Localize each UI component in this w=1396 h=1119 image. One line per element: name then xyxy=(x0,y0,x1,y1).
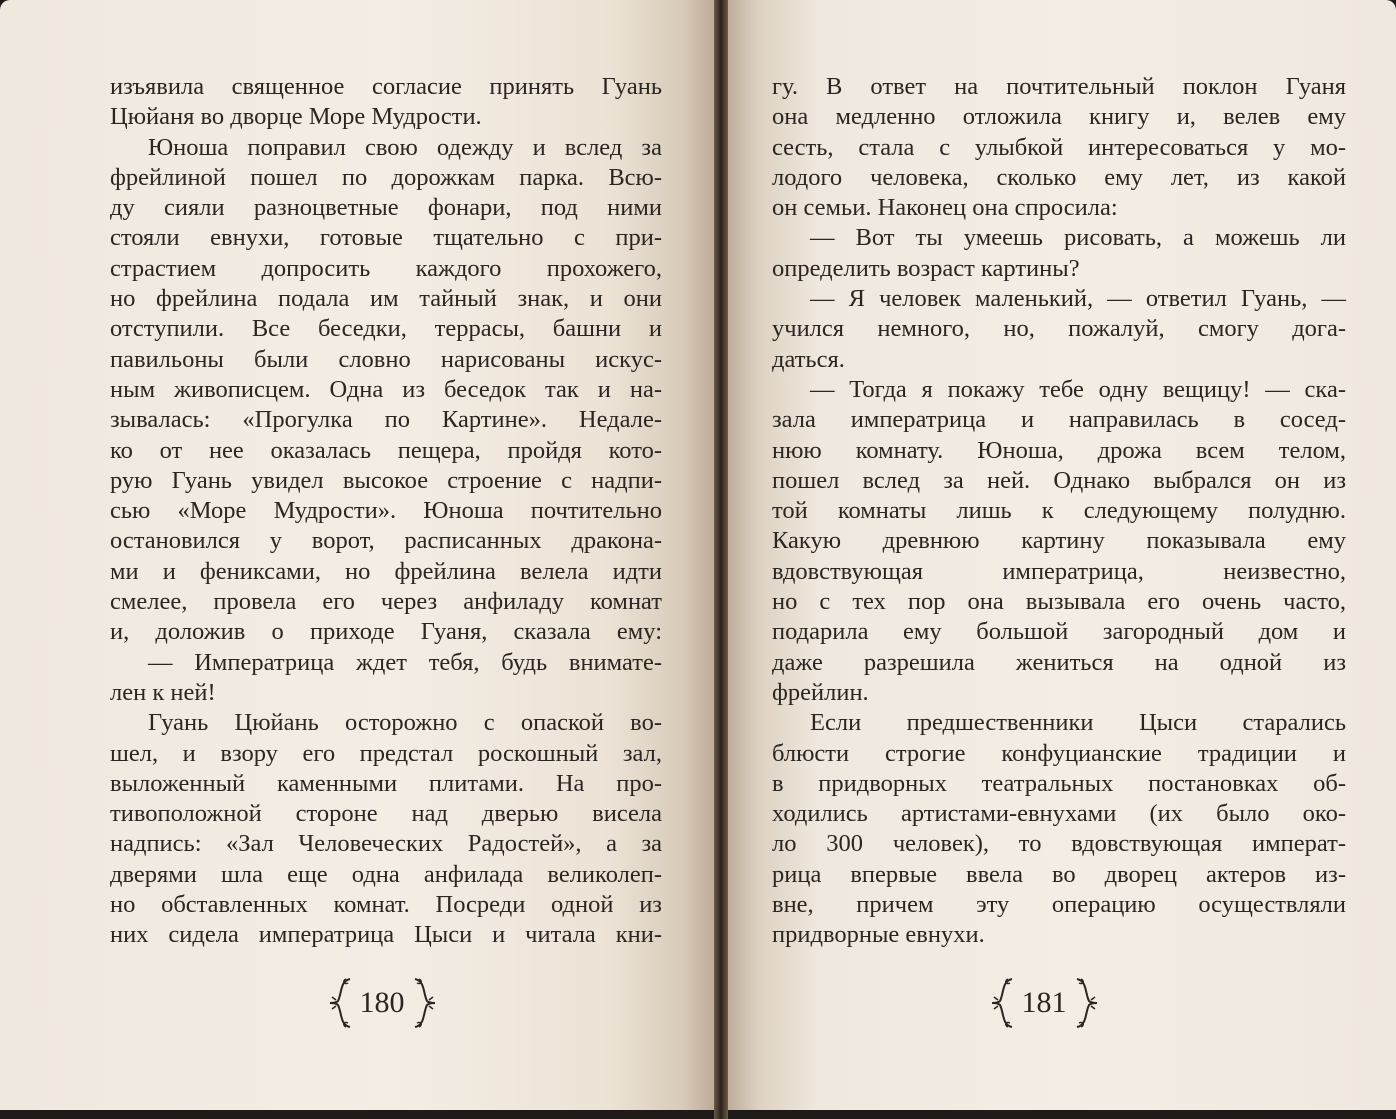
text-line: Если предшественники Цыси старались xyxy=(810,709,1346,737)
text-line: тивоположной стороне над дверью висела xyxy=(110,800,662,828)
text-line: она медленно отложила книгу и, велев ему xyxy=(772,103,1346,131)
text-line: ным живописцем. Одна из беседок так и на- xyxy=(110,375,662,403)
text-line: подарила ему большой загородный дом и xyxy=(772,618,1346,646)
text-line: даже разрешила жениться на одной из xyxy=(772,648,1346,676)
bracket-ornament-left-icon xyxy=(990,973,1016,1033)
text-line: гу. В ответ на почтительный поклон Гуаня xyxy=(772,73,1346,100)
bracket-ornament-right-icon xyxy=(411,973,437,1033)
text-line: в придворных театральных постановках об- xyxy=(772,769,1346,797)
text-line: лодого человека, сколько ему лет, из какой xyxy=(772,163,1346,191)
text-line: надпись: «Зал Человеческих Радостей», а за xyxy=(110,830,662,858)
text-line: смелее, провела его через анфиладу комнат xyxy=(110,588,662,616)
text-line: дверями шла еще одна анфилада великолеп- xyxy=(110,860,662,888)
text-line: страстием допросить каждого прохожего, xyxy=(110,254,662,282)
text-line: сесть, стала с улыбкой интересоваться у мо- xyxy=(772,133,1346,161)
text-line: шел, и взору его предстал роскошный зал, xyxy=(110,739,662,767)
text-line: — Императрица ждет тебя, будь внимате- xyxy=(148,648,662,676)
text-line: выложенный каменными плитами. На про- xyxy=(110,769,662,797)
text-line: вдовствующая императрица, неизвестно, xyxy=(772,557,1346,585)
left-page-text xyxy=(110,72,662,951)
text-line: фрейлин. xyxy=(772,678,869,706)
text-line: стояли евнухи, готовые тщательно с при- xyxy=(110,224,662,252)
right-page-text xyxy=(772,72,1346,951)
text-line: но с тех пор она вызывала его очень часто, xyxy=(772,588,1346,616)
text-line: но обставленных комнат. Посреди одной из xyxy=(110,891,662,919)
text-line: зывалась: «Прогулка по Картине». Недале- xyxy=(110,406,662,434)
text-line: даться. xyxy=(772,345,845,373)
text-line: фрейлиной пошел по дорожкам парка. Всю- xyxy=(110,163,662,191)
text-line: ко от нее оказалась пещера, пройдя кото- xyxy=(110,436,662,464)
text-line: — Тогда я покажу тебе одну вещицу! — ска- xyxy=(810,375,1346,403)
text-line: зала императрица и направилась в сосед- xyxy=(772,406,1346,434)
text-line: — Я человек маленький, — ответил Гуань, — xyxy=(810,285,1346,313)
page-number: 181 xyxy=(1021,986,1067,1019)
text-line: придворные евнухи. xyxy=(772,921,985,949)
text-line: ми и фениксами, но фрейлина велела идти xyxy=(110,557,662,585)
text-line: нюю комнату. Юноша, дрожа всем телом, xyxy=(772,436,1346,464)
text-line: лен к ней! xyxy=(110,678,216,706)
page-number-left xyxy=(302,968,462,1038)
page-number: 180 xyxy=(359,986,405,1019)
text-line: и, доложив о приходе Гуаня, сказала ему: xyxy=(110,618,662,646)
text-line: ду сияли разноцветные фонари, под ними xyxy=(110,194,662,222)
text-line: Какую древнюю картину показывала ему xyxy=(772,527,1346,555)
text-line: рую Гуань увидел высокое строение с надпи- xyxy=(110,466,662,494)
text-line: определить возраст картины? xyxy=(772,254,1080,282)
text-line: учился немного, но, пожалуй, смогу дога- xyxy=(772,315,1346,343)
text-line: остановился у ворот, расписанных дракона- xyxy=(110,527,662,555)
right-page xyxy=(724,0,1396,1110)
text-line: ходились артистами-евнухами (их было око- xyxy=(772,800,1346,828)
text-line: Цюйаня во дворце Море Мудрости. xyxy=(110,103,482,131)
text-line: павильоны были словно нарисованы искус- xyxy=(110,345,662,373)
text-line: — Вот ты умеешь рисовать, а можешь ли xyxy=(810,224,1346,252)
text-line: отступили. Все беседки, террасы, башни и xyxy=(110,315,662,343)
text-line: той комнаты лишь к следующему полудню. xyxy=(772,497,1346,525)
text-line: он семьи. Наконец она спросила: xyxy=(772,194,1118,222)
text-line: рица впервые ввела во дворец актеров из- xyxy=(772,860,1346,888)
text-line: Юноша поправил свою одежду и вслед за xyxy=(148,133,662,161)
text-line: вне, причем эту операцию осуществляли xyxy=(772,891,1346,919)
page-number-right xyxy=(964,968,1124,1038)
text-line: сью «Море Мудрости». Юноша почтительно xyxy=(110,497,662,525)
bracket-ornament-left-icon xyxy=(328,973,354,1033)
text-line: ло 300 человек), то вдовствующая императ- xyxy=(772,830,1346,858)
book-spine xyxy=(714,0,728,1119)
text-line: них сидела императрица Цыси и читала кни- xyxy=(110,921,662,949)
text-line: блюсти строгие конфуцианские традиции и xyxy=(772,739,1346,767)
text-line: изъявила священное согласие принять Гуань xyxy=(110,73,662,100)
text-line: пошел вслед за ней. Однако выбрался он из xyxy=(772,466,1346,494)
text-line: Гуань Цюйань осторожно с опаской во- xyxy=(148,709,662,737)
text-line: но фрейлина подала им тайный знак, и они xyxy=(110,285,662,313)
bracket-ornament-right-icon xyxy=(1073,973,1099,1033)
